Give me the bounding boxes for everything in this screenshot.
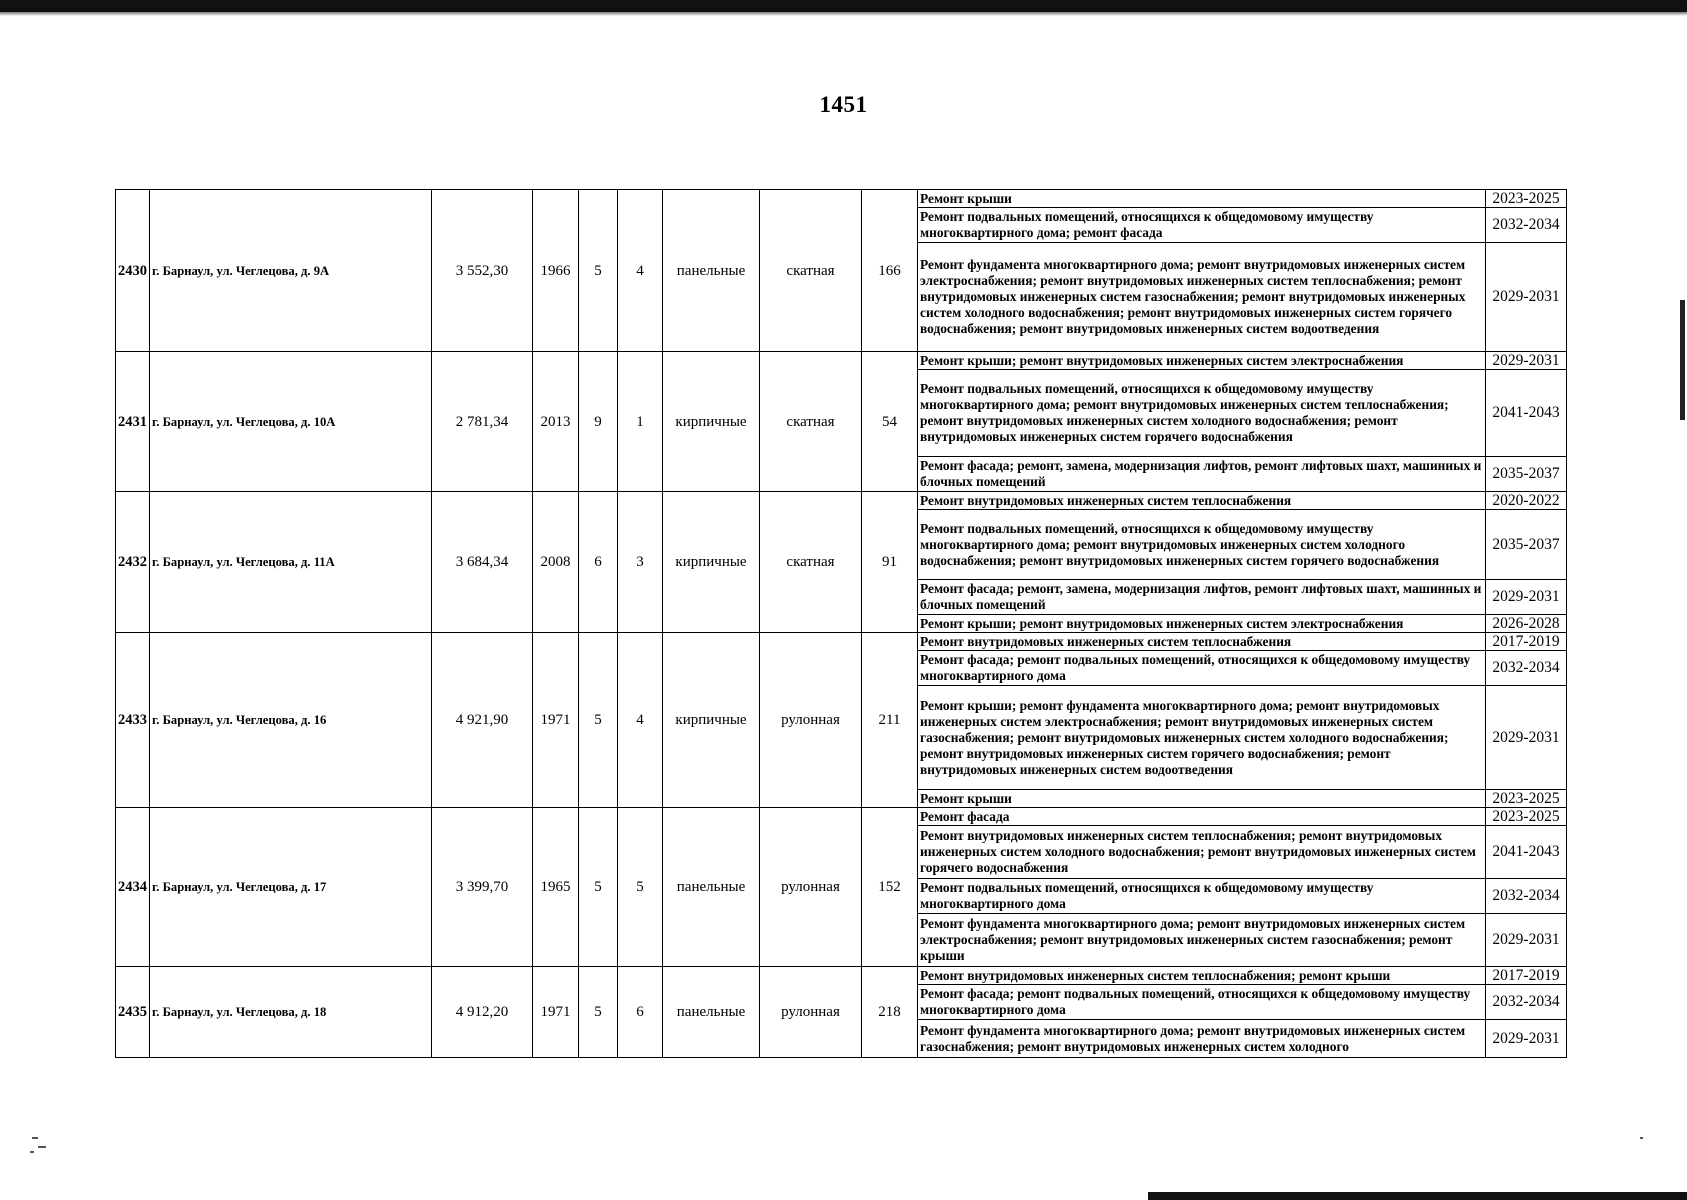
repair-work-description: Ремонт внутридомовых инженерных систем теплоснабжения [918,492,1486,510]
repair-work-description: Ремонт подвальных помещений, относящихся к общедомовому имуществу многоквартирного дома; ремонт внутридомовых инженерных систем теплоснабжения; ремонт внутридомовых инженерных систем холодного водоснабжения; ремонт внутридомовых инженерных систем горячего водоснабжения [918,370,1486,457]
building-residents: 166 [862,190,918,352]
building-entrances: 1 [618,352,663,492]
building-address: г. Барнаул, ул. Чеглецова, д. 18 [150,967,432,1058]
repair-work-description: Ремонт фасада; ремонт подвальных помещений, относящихся к общедомовому имуществу многоквартирного дома [918,985,1486,1020]
repair-work-description: Ремонт подвальных помещений, относящихся к общедомовому имуществу многоквартирного дома; ремонт внутридомовых инженерных систем холодного водоснабжения; ремонт внутридомовых инженерных систем горячего водоснабжения [918,510,1486,580]
scan-bottom-edge [1148,1192,1687,1200]
building-number: 2434 [116,808,150,967]
building-floors: 5 [579,967,618,1058]
building-walls: панельные [663,190,760,352]
repair-period: 2023-2025 [1486,790,1567,808]
repair-work-description: Ремонт фундамента многоквартирного дома; ремонт внутридомовых инженерных систем газоснабжения; ремонт внутридомовых инженерных систем холодного [918,1020,1486,1058]
repair-period: 2029-2031 [1486,686,1567,790]
building-row [116,633,1567,651]
building-roof: скатная [760,492,862,633]
building-residents: 54 [862,352,918,492]
building-row [116,352,1567,370]
building-address: г. Барнаул, ул. Чеглецова, д. 17 [150,808,432,967]
building-roof: рулонная [760,633,862,808]
repair-period: 2020-2022 [1486,492,1567,510]
building-address: г. Барнаул, ул. Чеглецова, д. 9А [150,190,432,352]
building-walls: кирпичные [663,492,760,633]
building-row [116,808,1567,826]
repair-work-description: Ремонт фасада; ремонт подвальных помещений, относящихся к общедомовому имуществу многоквартирного дома [918,651,1486,686]
building-number: 2435 [116,967,150,1058]
repair-work-description: Ремонт крыши [918,190,1486,208]
repair-period: 2029-2031 [1486,914,1567,967]
building-walls: кирпичные [663,633,760,808]
building-roof: скатная [760,352,862,492]
building-floors: 5 [579,633,618,808]
building-address: г. Барнаул, ул. Чеглецова, д. 16 [150,633,432,808]
building-area: 4 921,90 [432,633,533,808]
building-entrances: 3 [618,492,663,633]
building-area: 3 399,70 [432,808,533,967]
building-year: 1965 [533,808,579,967]
repair-period: 2032-2034 [1486,208,1567,243]
scan-speck [32,1137,38,1139]
repair-period: 2023-2025 [1486,808,1567,826]
building-roof: рулонная [760,808,862,967]
building-number: 2431 [116,352,150,492]
repair-period: 2041-2043 [1486,826,1567,879]
building-residents: 211 [862,633,918,808]
repair-period: 2032-2034 [1486,985,1567,1020]
building-roof: рулонная [760,967,862,1058]
building-walls: панельные [663,967,760,1058]
scan-top-edge [0,0,1687,12]
page-number: 1451 [819,92,868,117]
repair-work-description: Ремонт фасада; ремонт, замена, модернизация лифтов, ремонт лифтовых шахт, машинных и блочных помещений [918,457,1486,492]
repair-work-description: Ремонт внутридомовых инженерных систем теплоснабжения [918,633,1486,651]
building-roof: скатная [760,190,862,352]
repair-work-description: Ремонт крыши; ремонт внутридомовых инженерных систем электроснабжения [918,352,1486,370]
repair-period: 2029-2031 [1486,352,1567,370]
repair-period: 2017-2019 [1486,633,1567,651]
building-floors: 5 [579,808,618,967]
repair-period: 2035-2037 [1486,457,1567,492]
building-residents: 152 [862,808,918,967]
building-walls: панельные [663,808,760,967]
building-year: 2008 [533,492,579,633]
registry-body [116,190,1567,1058]
building-residents: 91 [862,492,918,633]
repair-period: 2029-2031 [1486,1020,1567,1058]
repair-work-description: Ремонт крыши [918,790,1486,808]
repair-work-description: Ремонт фасада; ремонт, замена, модернизация лифтов, ремонт лифтовых шахт, машинных и блочных помещений [918,580,1486,615]
building-year: 1971 [533,633,579,808]
repair-work-description: Ремонт внутридомовых инженерных систем теплоснабжения; ремонт крыши [918,967,1486,985]
repair-work-description: Ремонт подвальных помещений, относящихся к общедомовому имуществу многоквартирного дома; ремонт фасада [918,208,1486,243]
building-area: 3 684,34 [432,492,533,633]
scan-speck [30,1151,34,1153]
building-year: 2013 [533,352,579,492]
repair-work-description: Ремонт крыши; ремонт фундамента многоквартирного дома; ремонт внутридомовых инженерных систем электроснабжения; ремонт внутридомовых инженерных систем газоснабжения; ремонт внутридомовых инженерных систем холодного водоснабжения; ремонт внутридомовых инженерных систем горячего водоснабжения; ремонт внутридомовых инженерных систем водоотведения [918,686,1486,790]
repair-period: 2035-2037 [1486,510,1567,580]
building-row [116,492,1567,510]
scan-speck [1640,1137,1643,1139]
building-area: 2 781,34 [432,352,533,492]
repair-period: 2023-2025 [1486,190,1567,208]
repair-work-description: Ремонт внутридомовых инженерных систем теплоснабжения; ремонт внутридомовых инженерных систем холодного водоснабжения; ремонт внутридомовых инженерных систем горячего водоснабжения [918,826,1486,879]
repair-work-description: Ремонт подвальных помещений, относящихся к общедомовому имуществу многоквартирного дома [918,879,1486,914]
housing-registry-table [115,189,1567,1058]
building-area: 3 552,30 [432,190,533,352]
repair-work-description: Ремонт фасада [918,808,1486,826]
scan-speck [38,1146,46,1148]
repair-period: 2026-2028 [1486,615,1567,633]
building-floors: 6 [579,492,618,633]
building-entrances: 5 [618,808,663,967]
building-floors: 9 [579,352,618,492]
building-year: 1966 [533,190,579,352]
repair-period: 2017-2019 [1486,967,1567,985]
scan-right-edge [1680,300,1685,420]
repair-period: 2032-2034 [1486,651,1567,686]
building-entrances: 6 [618,967,663,1058]
building-floors: 5 [579,190,618,352]
repair-period: 2029-2031 [1486,243,1567,352]
repair-period: 2029-2031 [1486,580,1567,615]
building-entrances: 4 [618,190,663,352]
building-entrances: 4 [618,633,663,808]
repair-period: 2041-2043 [1486,370,1567,457]
building-number: 2433 [116,633,150,808]
repair-period: 2032-2034 [1486,879,1567,914]
building-walls: кирпичные [663,352,760,492]
building-number: 2430 [116,190,150,352]
building-number: 2432 [116,492,150,633]
repair-work-description: Ремонт фундамента многоквартирного дома; ремонт внутридомовых инженерных систем электроснабжения; ремонт внутридомовых инженерных систем теплоснабжения; ремонт внутридомовых инженерных систем газоснабжения; ремонт внутридомовых инженерных систем холодного водоснабжения; ремонт внутридомовых инженерных систем горячего водоснабжения; ремонт внутридомовых инженерных систем водоотведения [918,243,1486,352]
repair-work-description: Ремонт фундамента многоквартирного дома; ремонт внутридомовых инженерных систем электроснабжения; ремонт внутридомовых инженерных систем газоснабжения; ремонт крыши [918,914,1486,967]
building-residents: 218 [862,967,918,1058]
building-area: 4 912,20 [432,967,533,1058]
building-row [116,967,1567,985]
building-row [116,190,1567,208]
building-year: 1971 [533,967,579,1058]
repair-work-description: Ремонт крыши; ремонт внутридомовых инженерных систем электроснабжения [918,615,1486,633]
building-address: г. Барнаул, ул. Чеглецова, д. 10А [150,352,432,492]
building-address: г. Барнаул, ул. Чеглецова, д. 11А [150,492,432,633]
